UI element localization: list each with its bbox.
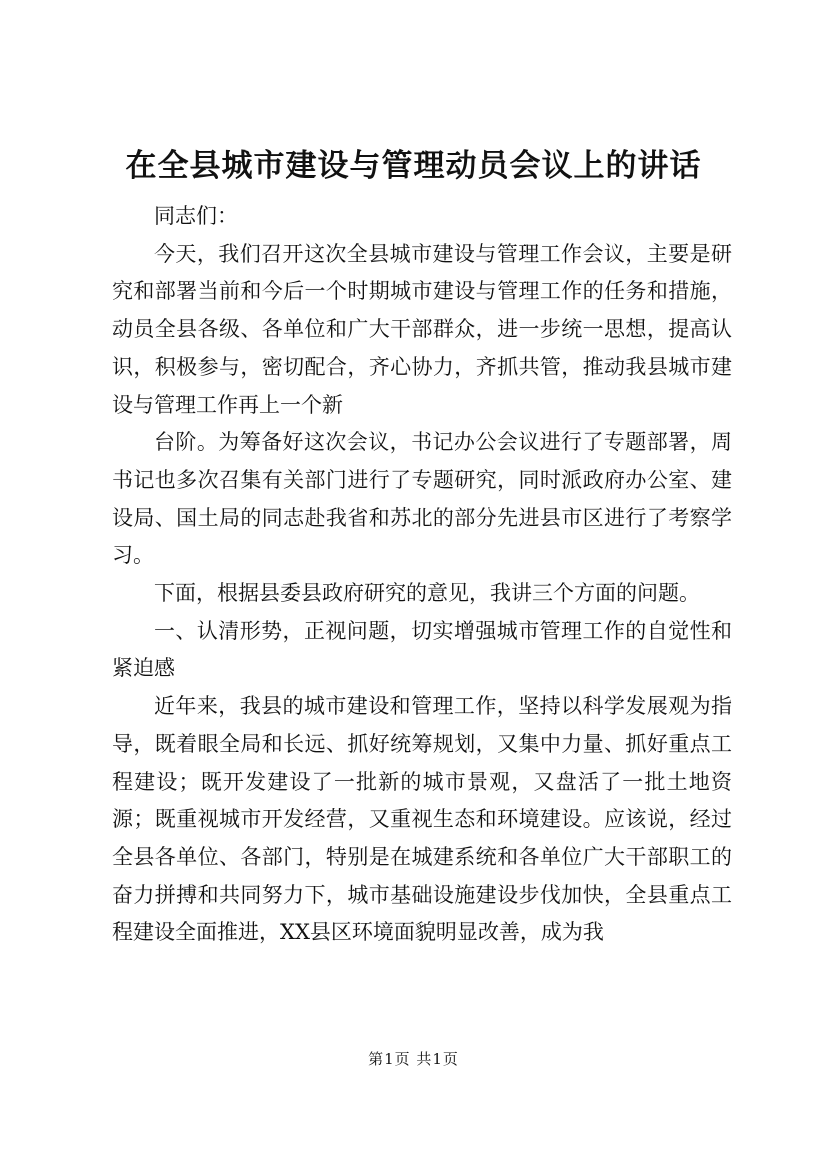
document-body [112, 198, 732, 952]
document-title: 在全县城市建设与管理动员会议上的讲话 [125, 148, 702, 184]
paragraph-outline: 下面，根据县委县政府研究的意见，我讲三个方面的问题。 [154, 581, 700, 606]
salutation: 同志们： [154, 204, 238, 228]
paragraph-review: 近年来，我县的城市建设和管理工作，坚持以科学发展观为指导，既着眼全局和长远、抓好统筹规划，又集中力量、抓好重点工程建设；既开发建设了一批新的城市景观，又盘活了一批土地资源；既重视城市开发经营，又重视生态和环境建设。应该说，经过全县各单位、各部门，特别是在城建系统和各单位广大干部职工的奋力拼搏和共同努力下，城市基础设施建设步伐加快，全县重点工程建设全面推进，XX县区环境面貌明显改善，成为我 [112, 694, 732, 945]
section-heading-1: 一、认清形势，正视问题，切实增强城市管理工作的自觉性和紧迫感 [112, 618, 732, 681]
page-number: 第1页 共1页 [368, 1050, 459, 1068]
paragraph-opening: 今天，我们召开这次全县城市建设与管理工作会议，主要是研究和部署当前和今后一个时期城市建设与管理工作的任务和措施，动员全县各级、各单位和广大干部群众，进一步统一思想，提高认识，积极参与，密切配合，齐心协力，齐抓共管，推动我县城市建设与管理工作再上一个新 [112, 241, 732, 417]
paragraph-preparation: 台阶。为筹备好这次会议，书记办公会议进行了专题部署，周书记也多次召集有关部门进行了专题研究，同时派政府办公室、建设局、国土局的同志赴我省和苏北的部分先进县市区进行了考察学习。 [112, 430, 732, 568]
